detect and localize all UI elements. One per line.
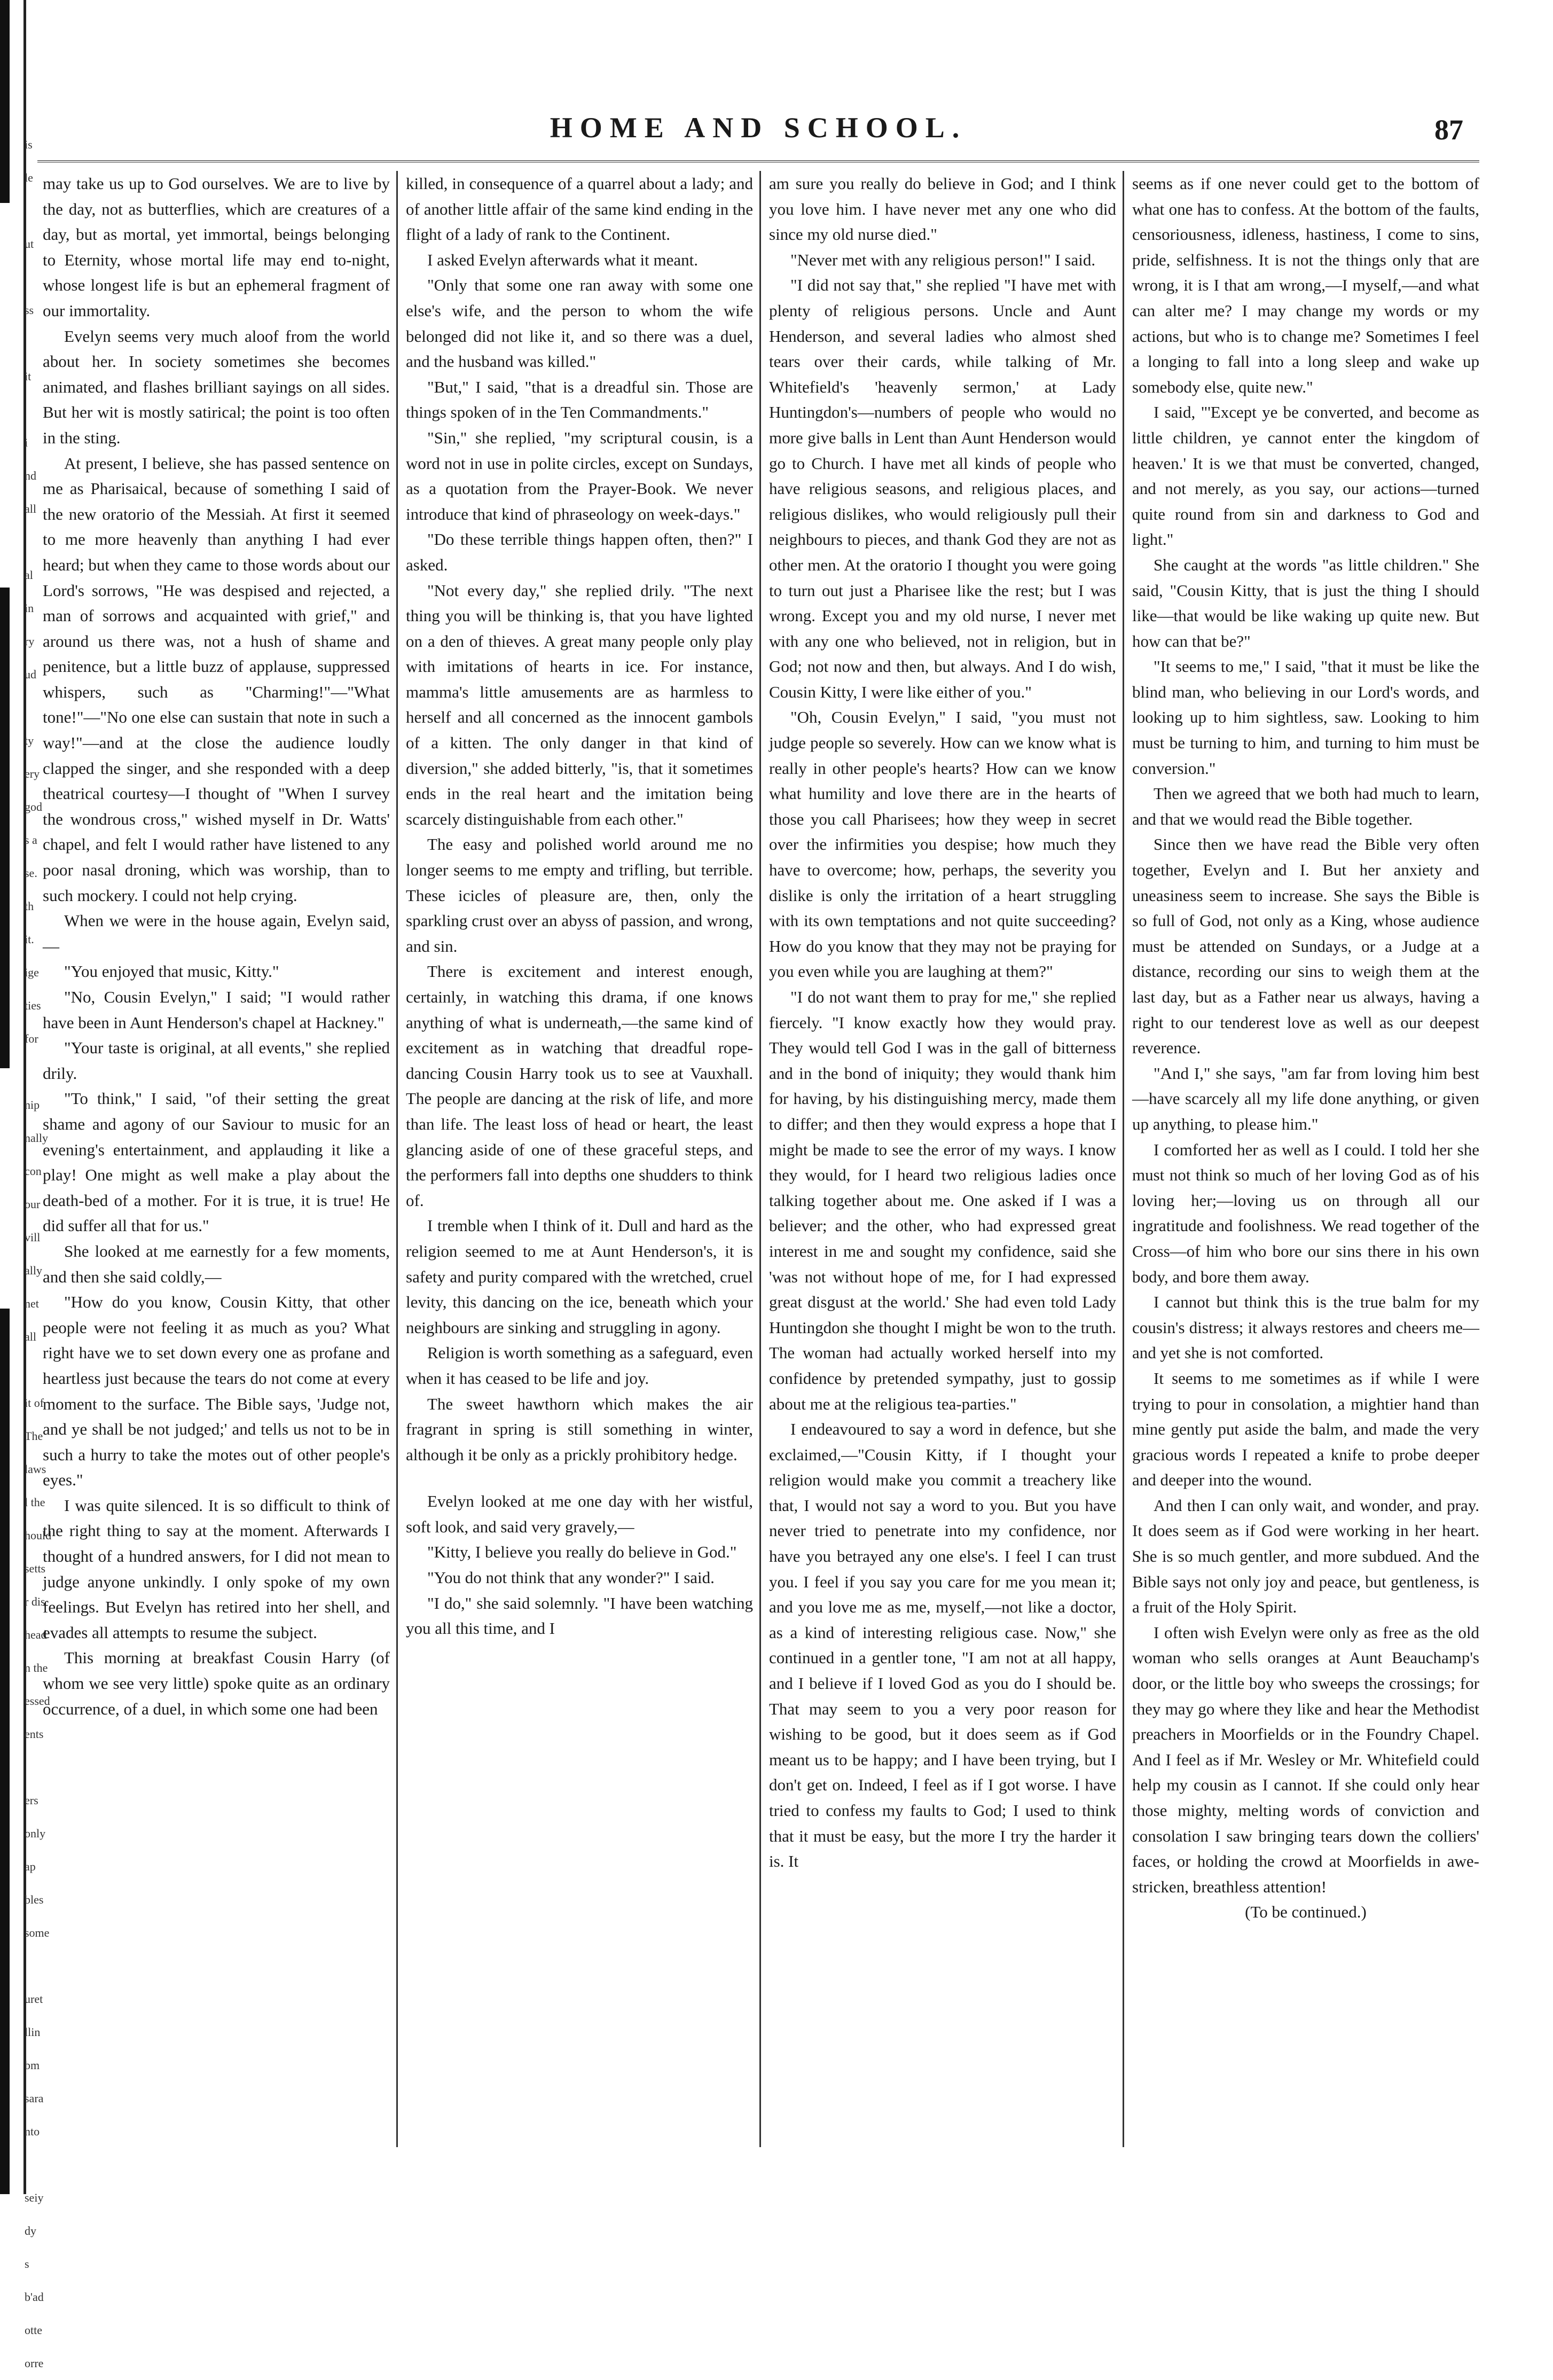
paragraph: And then I can only wait, and wonder, and pray. It does seem as if God were working in her heart. She is so much gentler, and more subdued. And the Bible says not only joy and peace, but gentleness, is a fruit of the Holy Spirit. — [1132, 1496, 1479, 1617]
paragraph: The easy and polished world around me no longer seems to me empty and trifling, but terrible. These icicles of pleasure are, then, only the sparkling crust over an abyss of passion, and wrong, and sin. — [406, 835, 753, 956]
paragraph: may take us up to God ourselves. We are to live by the day, not as butterflies, which are creatures of a day, but as mortal, yet immortal, beings belonging to Eternity, whose mortal life may end to-night, whose longest life is but an ephemeral fragment of our immortality. — [43, 174, 390, 320]
paragraph: The sweet hawthorn which makes the air fragrant in spring is still something in winter, although it be only as a prickly prohibitory hedge. — [406, 1394, 753, 1464]
running-title: HOME AND SCHOOL. — [550, 112, 967, 144]
paragraph: Evelyn seems very much aloof from the world about her. In society sometimes she becomes animated, and flashes brilliant sayings on all sides. But her wit is mostly satirical; the point is too often in the sting. — [43, 326, 390, 447]
paragraph: I tremble when I think of it. Dull and hard as the religion seemed to me at Aunt Henderson's, it is safety and purity compared with the wretched, cruel levity, this dancing on the ice, beneath which your neighbours are sinking and struggling in agony. — [406, 1216, 753, 1337]
paragraph: killed, in consequence of a quarrel about a lady; and of another little affair of the same kind ending in the flight of a lady of rank to the Continent. — [406, 174, 753, 244]
paragraph: At present, I believe, she has passed sentence on me as Pharisaical, because of something I said of the new oratorio of the Messiah. At first it seemed to me more heavenly than anything I had ever heard; but when they came to those words about our Lord's sorrows, "He was despised and rejected, a man of sorrows and acquainted with grief," and around us there was, not a hush of shame and penitence, but a little buzz of applause, suppressed whispers, such as "Charming!"—"What tone!"—"No one else can sustain that note in such a way!"—and at the close the audience loudly clapped the singer, and she responded with a deep theatrical courtesy—I thought of "When I survey the wondrous cross," wished myself in Dr. Watts' chapel, and felt I would rather have listened to any poor nasal droning, which was worship, than to such mockery. I could not help crying. — [43, 453, 390, 905]
paragraph: "And I," she says, "am far from loving him best—have scarcely all my life done anything, or given up anything, to please him." — [1132, 1063, 1479, 1133]
paragraph: I said, "'Except ye be converted, and become as little children, ye cannot enter the kingdom of heaven.' It is we that must be converted, changed, and not merely, as you say, our actions—turned quite round from sin and darkness to God and light." — [1132, 403, 1479, 549]
paragraph: She looked at me earnestly for a few moments, and then she said coldly,— — [43, 1241, 390, 1286]
column-rule — [759, 171, 761, 2147]
page-header — [37, 101, 1479, 162]
paragraph: "Sin," she replied, "my scriptural cousin, is a word not in use in polite circles, except on Sundays, as a quotation from the Prayer-Book. We never introduce that kind of phraseology on week-days." — [406, 428, 753, 523]
paragraph: It seems to me sometimes as if while I were trying to pour in consolation, a mightier hand than mine gently put aside the balm, and made the very gracious words I repeated a knife to probe deeper and deeper into the wound. — [1132, 1368, 1479, 1490]
binding-edge — [0, 0, 26, 2194]
paragraph: Then we agreed that we both had much to learn, and that we would read the Bible together. — [1132, 784, 1479, 828]
paragraph: I comforted her as well as I could. I told her she must not think so much of her loving God as of his loving her;—loving us on through all our ingratitude and foolishness. We read together of the Cross—of him who bore our sins there in his own body, and bore them away. — [1132, 1140, 1479, 1286]
paragraph: This morning at breakfast Cousin Harry (of whom we see very little) spoke quite as an ordinary occurrence, of a duel, in which some one had been — [43, 1648, 390, 1718]
paragraph: I was quite silenced. It is so difficult to think of the right thing to say at the moment. Afterwards I thought of a hundred answers, for I did not mean to judge anyone unkindly. I only spoke of my own feelings. But Evelyn has retired into her shell, and evades all attempts to resume the subject. — [43, 1496, 390, 1642]
column-4 — [1132, 171, 1479, 2147]
paragraph: "You do not think that any wonder?" I said. — [427, 1568, 715, 1587]
paragraph: Religion is worth something as a safeguard, even when it has ceased to be life and joy. — [406, 1343, 753, 1388]
paragraph: I endeavoured to say a word in defence, but she exclaimed,—"Cousin Kitty, if I thought your religion would make you commit a treachery like that, I would not say a word to you. But you have never tried to penetrate into my confidence, nor have you betrayed any one else's. I feel I can trust you. I feel if you say you care for me you mean it; and you love me as me, myself,—not like a doctor, as a kind of interesting religious case. Now," she continued in a gentler tone, "I am not at all happy, and I believe if I loved God as you do I should be. That may seem to you a very poor reason for wishing to be good, but it does seem as if God meant us to be happy; and I have been trying, but I don't get on. Indeed, I feel as if I got worse. I have tried to confess my faults to God; I used to think that it must be easy, but the more I try the harder it is. It — [769, 1420, 1116, 1871]
paragraph: When we were in the house again, Evelyn said,— — [43, 911, 390, 956]
paragraph: seems as if one never could get to the bottom of what one has to confess. At the bottom of the faults, censoriousness, idleness, hastiness, I come to sins, pride, selfishness. It is not the things only that are wrong, it is I that am wrong,—I myself,—and what can alter me? I may change my words or my actions, but who is to change me? Sometimes I feel a longing to fall into a long sleep and wake up somebody else, quite new." — [1132, 174, 1479, 396]
paragraph: I often wish Evelyn were only as free as the old woman who sells oranges at Aunt Beauchamp's door, or the little boy who sweeps the crossings; for they may go where they like and hear the Methodist preachers in Moorfields or in the Foundry Chapel. And I feel as if Mr. Wesley or Mr. Whitefield could help my cousin as I cannot. If she could only hear those mighty, melting words of conviction and consolation I saw bringing tears down the colliers' faces, or holding the crowd at Moorfields in awe-stricken, breathless attention! — [1132, 1623, 1479, 1896]
paragraph: I asked Evelyn afterwards what it meant. — [427, 250, 699, 269]
paragraph: She caught at the words "as little children." She said, "Cousin Kitty, that is just the thing I should like—that would be like waking up quite new. But how can that be?" — [1132, 555, 1479, 651]
paragraph: "I do," she said solemnly. "I have been watching you all this time, and I — [406, 1593, 753, 1638]
paragraph: am sure you really do believe in God; and I think you love him. I have never met any one who did since my old nurse died." — [769, 174, 1116, 244]
paragraph: "You enjoyed that music, Kitty." — [64, 962, 279, 981]
text-columns — [37, 171, 1479, 2147]
column-rule — [396, 171, 398, 2147]
paragraph: "No, Cousin Evelyn," I said; "I would rather have been in Aunt Henderson's chapel at Hackney." — [43, 988, 390, 1032]
column-1 — [43, 171, 390, 2147]
paragraph: "It seems to me," I said, "that it must be like the blind man, who believing in our Lord's words, and looking up to him sightless, saw. Looking to him must be turning to him, and turning to him must be conversion." — [1132, 657, 1479, 778]
page-number: 87 — [1434, 114, 1463, 146]
paragraph: "Never met with any religious person!" I said. — [790, 250, 1096, 269]
paragraph: "Not every day," she replied drily. "The next thing you will be thinking is, that you have lighted on a den of thieves. A great many people only play with imitations of hearts in ice. For instance, mamma's little amusements are as harmless to herself and all concerned as the innocent gambols of a kitten. The only danger in that kind of diversion," she added bitterly, "is, that it sometimes ends in the real heart and the imitation being scarcely distinguishable from each other." — [406, 581, 753, 828]
paragraph: "Your taste is original, at all events," she replied drily. — [43, 1038, 390, 1083]
adjacent-page-bleed: is le ut ss it i nd all al in ry ud ty ery god s a se. th it. ige ties for nip nally con our vill ally net all it of The laws l the hould setts r dis head n the essed ents ers only ap bles some uret llin bm sara nto seiy dy s b'ad otte orre — [25, 138, 52, 2370]
paragraph: "I did not say that," she replied "I have met with plenty of religious persons. Uncle and Aunt Henderson, and several ladies who almost shed tears over their cards, while talking of Mr. Whitefield's 'heavenly sermon,' at Lady Huntingdon's—numbers of people who would no more give balls in Lent than Aunt Henderson would go to Church. I have met all kinds of people who have religious seasons, and religious places, and religious dislikes, who would religiously pull their neighbours to pieces, and thank God they are not as other men. At the oratorio I thought you were going to turn out just a Pharisee like the rest; but I was wrong. Except you and my old nurse, I never met with any one who believed, not in religion, but in God; not now and then, but always. And I do wish, Cousin Kitty, I were like either of you." — [769, 276, 1116, 701]
paragraph: Since then we have read the Bible very often together, Evelyn and I. But her anxiety and uneasiness seem to increase. She says the Bible is so full of God, not only as a King, whose audience must be attended on Sundays, or a Judge at a distance, recording our sins to weigh them at the last day, but as a Father near us always, having a right to our tenderest love as well as our deepest reverence. — [1132, 835, 1479, 1058]
paragraph: "Do these terrible things happen often, then?" I asked. — [406, 530, 753, 574]
column-rule — [1123, 171, 1124, 2147]
paragraph: I cannot but think this is the true balm for my cousin's distress; it always restores and cheers me—and yet she is not comforted. — [1132, 1293, 1479, 1363]
paragraph: "Only that some one ran away with some one else's wife, and the person to whom the wife belonged did not like it, and so there was a duel, and the husband was killed." — [406, 276, 753, 371]
column-2 — [406, 171, 753, 2147]
page — [37, 80, 1479, 2163]
column-3 — [769, 171, 1116, 2147]
paragraph: Evelyn looked at me one day with her wistful, soft look, and said very gravely,— — [406, 1492, 753, 1536]
paragraph: (To be continued.) — [1245, 1903, 1367, 1922]
paragraph: "I do not want them to pray for me," she replied fiercely. "I know exactly how they would pray. They would tell God I was in the gall of bitterness and in the bond of iniquity; they would thank him for having, by his distinguishing mercy, made them to differ; and then they would express a hope that I might be made to see the error of my ways. I know they would, for I heard two religious ladies once talking together about me. One asked if I was a believer; and the other, who had expressed great interest in me and sought my confidence, said she 'was not without hope of me, for I had expressed great disgust at the world.' She had even told Lady Huntingdon she thought I might be won to the truth. The woman had actually worked herself into my confidence by pretended sympathy, just to gossip about me at the religious tea-parties." — [769, 988, 1116, 1413]
paragraph: "Kitty, I believe you really do believe in God." — [427, 1543, 737, 1562]
paragraph: "Oh, Cousin Evelyn," I said, "you must not judge people so severely. How can we know what is really in other people's hearts? How can we know what humility and love there are in the hearts of those you call Pharisees; how they weep in secret over the infirmities you despise; how much they have to overcome; how, perhaps, the severity you dislike is only the irritation of a heart struggling with its own temptations and not quite succeeding? How do you know that they may not be praying for you even while you are laughing at them?" — [769, 708, 1116, 981]
paragraph: "How do you know, Cousin Kitty, that other people were not feeling it as much as you? What right have we to set down every one as profane and heartless just because the tears do not come at every moment to the surface. The Bible says, 'Judge not, and ye shall be not judged;' and tells us not to be in such a hurry to take the motes out of other people's eyes." — [43, 1293, 390, 1490]
paragraph: There is excitement and interest enough, certainly, in watching this drama, if one knows anything of what is underneath,—the same kind of excitement as in watching that dreadful rope-dancing Cousin Harry took us to see at Vauxhall. The people are dancing at the risk of life, and more than life. The least loss of head or heart, the least glancing aside of one of these graceful steps, and the performers fall into depths one shudders to think of. — [406, 962, 753, 1210]
paragraph: "To think," I said, "of their setting the great shame and agony of our Saviour to music for an evening's entertainment, and applauding it like a play! One might as well make a play about the death-bed of a mother. For it is true, it is true! He did suffer all that for us." — [43, 1089, 390, 1235]
paragraph: "But," I said, "that is a dreadful sin. Those are things spoken of in the Ten Commandments." — [406, 377, 753, 422]
